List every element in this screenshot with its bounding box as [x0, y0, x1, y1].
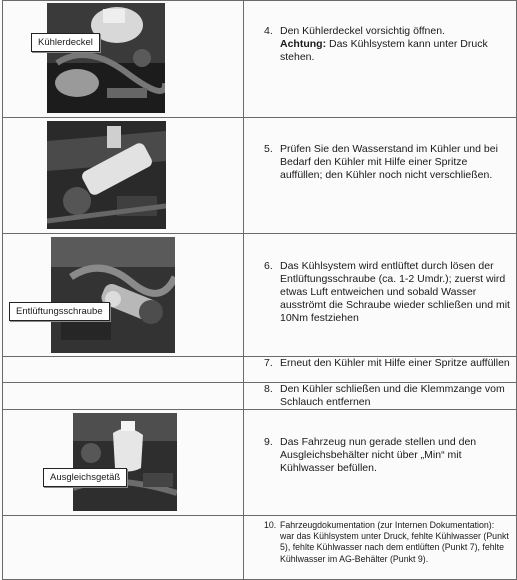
image-cell — [3, 118, 244, 234]
text-cell — [244, 234, 517, 357]
bleed-screw-photo — [51, 237, 175, 353]
text-cell — [244, 410, 517, 516]
step-number: 7. — [264, 357, 273, 369]
text-cell — [244, 1, 517, 118]
step-text: Den Kühler schließen und die Klemmzange vom Schlauch entfernen — [280, 383, 505, 408]
text-cell — [244, 383, 517, 410]
step-item — [244, 383, 516, 409]
step-item — [244, 143, 516, 182]
image-label: Entlüftungsschraube — [9, 302, 110, 321]
step-number: 10. — [264, 520, 277, 530]
radiator-photo — [47, 121, 166, 229]
text-cell — [244, 357, 517, 383]
step-item — [244, 520, 516, 565]
warning-text: Das Kühlsystem kann unter Druck stehen. — [280, 38, 488, 63]
step-text-main: Den Kühlerdeckel vorsichtig öffnen. — [280, 25, 445, 37]
step-text: Fahrzeugdokumentation (zur Internen Dokumentation): war das Kühlsystem unter Druck, fehlte Kühlwasser (Punkt 5), fehlte Kühlwasser nach dem entlüften (Punkt 7), fehlte Kühlwasser im AG-Behälter (Punkt 9). — [280, 520, 509, 564]
image-cell — [3, 234, 244, 357]
table-row — [3, 234, 517, 357]
step-number: 9. — [264, 436, 273, 448]
step-item — [244, 436, 516, 475]
text-cell — [244, 516, 517, 580]
image-label: Ausgleichsgetäß — [43, 468, 127, 487]
image-cell — [3, 357, 244, 383]
image-cell — [3, 410, 244, 516]
step-item — [244, 25, 516, 64]
table-row — [3, 410, 517, 516]
step-item — [244, 260, 516, 325]
table-row — [3, 118, 517, 234]
warning-label: Achtung: — [280, 38, 327, 50]
table-row — [3, 383, 517, 410]
expansion-tank-photo — [73, 413, 177, 511]
step-text: Erneut den Kühler mit Hilfe einer Spritze auffüllen — [280, 357, 510, 369]
step-number: 4. — [264, 25, 273, 37]
step-item — [244, 357, 516, 370]
step-text: Das Fahrzeug nun gerade stellen und den Ausgleichsbehälter nicht über „Min“ mit Kühlwasser befüllen. — [280, 436, 477, 474]
instruction-table — [2, 0, 517, 580]
step-number: 6. — [264, 260, 273, 272]
step-number: 8. — [264, 383, 273, 395]
radiator-cap-photo — [47, 3, 165, 113]
table-row — [3, 357, 517, 383]
image-cell — [3, 516, 244, 580]
step-text: Das Kühlsystem wird entlüftet durch lösen der Entlüftungsschraube (ca. 1-2 Umdr.); zuerst wird etwas Luft entweichen und sobald Wasser ausströmt die Schraube wieder schließen und mit 10Nm festziehen — [280, 260, 510, 324]
image-cell — [3, 1, 244, 118]
image-cell — [3, 383, 244, 410]
text-cell — [244, 118, 517, 234]
table-row — [3, 516, 517, 580]
step-text: Prüfen Sie den Wasserstand im Kühler und bei Bedarf den Kühler mit Hilfe einer Spritze auffüllen; den Kühler noch nicht verschließen. — [280, 143, 498, 181]
image-label: Kühlerdeckel — [31, 33, 100, 52]
step-number: 5. — [264, 143, 273, 155]
step-text — [280, 25, 510, 64]
table-row — [3, 1, 517, 118]
